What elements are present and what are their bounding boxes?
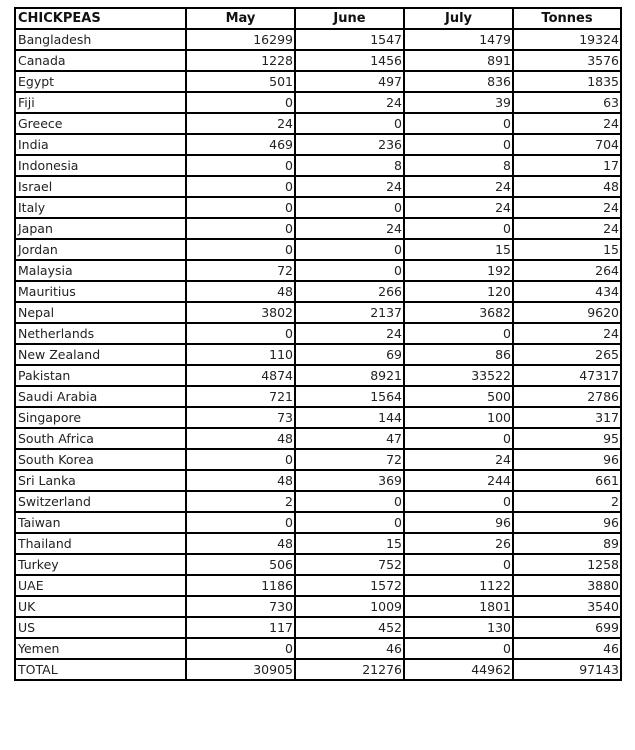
table-row xyxy=(15,533,621,554)
table-row xyxy=(15,134,621,155)
july-cell: 33522 xyxy=(404,365,513,386)
tonnes-cell: 95 xyxy=(513,428,621,449)
june-cell: 1009 xyxy=(295,596,404,617)
may-cell: 48 xyxy=(186,533,295,554)
tonnes-cell: 47317 xyxy=(513,365,621,386)
header-cell-tonnes: Tonnes xyxy=(513,8,621,29)
country-cell: Mauritius xyxy=(15,281,186,302)
country-cell: Switzerland xyxy=(15,491,186,512)
table-row xyxy=(15,323,621,344)
may-cell: 0 xyxy=(186,197,295,218)
tonnes-cell: 1258 xyxy=(513,554,621,575)
total-row xyxy=(15,659,621,680)
table-row xyxy=(15,29,621,50)
may-cell: 1186 xyxy=(186,575,295,596)
tonnes-cell: 97143 xyxy=(513,659,621,680)
may-cell: 72 xyxy=(186,260,295,281)
may-cell: 0 xyxy=(186,92,295,113)
may-cell: 721 xyxy=(186,386,295,407)
june-cell: 266 xyxy=(295,281,404,302)
tonnes-cell: 2786 xyxy=(513,386,621,407)
june-cell: 0 xyxy=(295,512,404,533)
may-cell: 0 xyxy=(186,176,295,197)
july-cell: 15 xyxy=(404,239,513,260)
country-cell: South Africa xyxy=(15,428,186,449)
may-cell: 0 xyxy=(186,323,295,344)
tonnes-cell: 24 xyxy=(513,323,621,344)
country-cell: Egypt xyxy=(15,71,186,92)
table-row xyxy=(15,92,621,113)
may-cell: 73 xyxy=(186,407,295,428)
may-cell: 0 xyxy=(186,239,295,260)
table-row xyxy=(15,50,621,71)
table-row xyxy=(15,470,621,491)
country-cell: Singapore xyxy=(15,407,186,428)
june-cell: 8921 xyxy=(295,365,404,386)
tonnes-cell: 96 xyxy=(513,449,621,470)
table-row xyxy=(15,71,621,92)
july-cell: 0 xyxy=(404,113,513,134)
tonnes-cell: 9620 xyxy=(513,302,621,323)
tonnes-cell: 24 xyxy=(513,197,621,218)
june-cell: 2137 xyxy=(295,302,404,323)
july-cell: 24 xyxy=(404,449,513,470)
country-cell: Nepal xyxy=(15,302,186,323)
july-cell: 3682 xyxy=(404,302,513,323)
country-cell: Greece xyxy=(15,113,186,134)
may-cell: 1228 xyxy=(186,50,295,71)
june-cell: 0 xyxy=(295,113,404,134)
june-cell: 144 xyxy=(295,407,404,428)
tonnes-cell: 96 xyxy=(513,512,621,533)
july-cell: 39 xyxy=(404,92,513,113)
header-cell-may: May xyxy=(186,8,295,29)
tonnes-cell: 661 xyxy=(513,470,621,491)
july-cell: 0 xyxy=(404,554,513,575)
country-cell: Yemen xyxy=(15,638,186,659)
country-cell: India xyxy=(15,134,186,155)
july-cell: 500 xyxy=(404,386,513,407)
june-cell: 1572 xyxy=(295,575,404,596)
may-cell: 2 xyxy=(186,491,295,512)
july-cell: 100 xyxy=(404,407,513,428)
table-row xyxy=(15,575,621,596)
country-cell: Japan xyxy=(15,218,186,239)
may-cell: 48 xyxy=(186,470,295,491)
tonnes-cell: 63 xyxy=(513,92,621,113)
july-cell: 836 xyxy=(404,71,513,92)
may-cell: 730 xyxy=(186,596,295,617)
table-row xyxy=(15,428,621,449)
june-cell: 0 xyxy=(295,491,404,512)
table-row xyxy=(15,302,621,323)
tonnes-cell: 434 xyxy=(513,281,621,302)
country-cell: US xyxy=(15,617,186,638)
country-cell: Netherlands xyxy=(15,323,186,344)
tonnes-cell: 15 xyxy=(513,239,621,260)
header-row xyxy=(15,8,621,29)
tonnes-cell: 24 xyxy=(513,113,621,134)
table-row xyxy=(15,638,621,659)
tonnes-cell: 317 xyxy=(513,407,621,428)
tonnes-cell: 17 xyxy=(513,155,621,176)
table-row xyxy=(15,449,621,470)
july-cell: 130 xyxy=(404,617,513,638)
june-cell: 0 xyxy=(295,197,404,218)
july-cell: 0 xyxy=(404,638,513,659)
table-row xyxy=(15,365,621,386)
june-cell: 1456 xyxy=(295,50,404,71)
table-row xyxy=(15,260,621,281)
tonnes-cell: 46 xyxy=(513,638,621,659)
header-cell-chickpeas: CHICKPEAS xyxy=(15,8,186,29)
tonnes-cell: 2 xyxy=(513,491,621,512)
may-cell: 0 xyxy=(186,512,295,533)
july-cell: 120 xyxy=(404,281,513,302)
tonnes-cell: 24 xyxy=(513,218,621,239)
tonnes-cell: 3576 xyxy=(513,50,621,71)
june-cell: 24 xyxy=(295,323,404,344)
july-cell: 44962 xyxy=(404,659,513,680)
country-cell: Malaysia xyxy=(15,260,186,281)
may-cell: 24 xyxy=(186,113,295,134)
country-cell: Fiji xyxy=(15,92,186,113)
may-cell: 0 xyxy=(186,638,295,659)
tonnes-cell: 699 xyxy=(513,617,621,638)
may-cell: 48 xyxy=(186,281,295,302)
table-row xyxy=(15,596,621,617)
may-cell: 0 xyxy=(186,155,295,176)
header-cell-june: June xyxy=(295,8,404,29)
may-cell: 0 xyxy=(186,218,295,239)
may-cell: 501 xyxy=(186,71,295,92)
july-cell: 0 xyxy=(404,134,513,155)
country-cell: Canada xyxy=(15,50,186,71)
country-cell: UAE xyxy=(15,575,186,596)
july-cell: 86 xyxy=(404,344,513,365)
may-cell: 4874 xyxy=(186,365,295,386)
country-cell: Taiwan xyxy=(15,512,186,533)
june-cell: 369 xyxy=(295,470,404,491)
june-cell: 24 xyxy=(295,218,404,239)
july-cell: 26 xyxy=(404,533,513,554)
country-cell: South Korea xyxy=(15,449,186,470)
country-cell: Indonesia xyxy=(15,155,186,176)
july-cell: 0 xyxy=(404,218,513,239)
country-cell: Jordan xyxy=(15,239,186,260)
july-cell: 192 xyxy=(404,260,513,281)
july-cell: 1801 xyxy=(404,596,513,617)
tonnes-cell: 264 xyxy=(513,260,621,281)
table-row xyxy=(15,407,621,428)
june-cell: 21276 xyxy=(295,659,404,680)
may-cell: 30905 xyxy=(186,659,295,680)
table-row xyxy=(15,176,621,197)
july-cell: 0 xyxy=(404,428,513,449)
july-cell: 96 xyxy=(404,512,513,533)
may-cell: 0 xyxy=(186,449,295,470)
june-cell: 24 xyxy=(295,176,404,197)
table-row xyxy=(15,155,621,176)
june-cell: 452 xyxy=(295,617,404,638)
header-cell-july: July xyxy=(404,8,513,29)
table-row xyxy=(15,554,621,575)
tonnes-cell: 1835 xyxy=(513,71,621,92)
june-cell: 236 xyxy=(295,134,404,155)
june-cell: 1547 xyxy=(295,29,404,50)
june-cell: 46 xyxy=(295,638,404,659)
may-cell: 3802 xyxy=(186,302,295,323)
july-cell: 244 xyxy=(404,470,513,491)
chickpeas-export-table xyxy=(14,7,622,681)
may-cell: 117 xyxy=(186,617,295,638)
country-cell: UK xyxy=(15,596,186,617)
country-cell: Turkey xyxy=(15,554,186,575)
may-cell: 48 xyxy=(186,428,295,449)
may-cell: 110 xyxy=(186,344,295,365)
june-cell: 752 xyxy=(295,554,404,575)
country-cell: Thailand xyxy=(15,533,186,554)
july-cell: 1479 xyxy=(404,29,513,50)
june-cell: 47 xyxy=(295,428,404,449)
tonnes-cell: 704 xyxy=(513,134,621,155)
tonnes-cell: 89 xyxy=(513,533,621,554)
country-cell: TOTAL xyxy=(15,659,186,680)
country-cell: New Zealand xyxy=(15,344,186,365)
country-cell: Italy xyxy=(15,197,186,218)
country-cell: Bangladesh xyxy=(15,29,186,50)
june-cell: 24 xyxy=(295,92,404,113)
country-cell: Sri Lanka xyxy=(15,470,186,491)
tonnes-cell: 265 xyxy=(513,344,621,365)
july-cell: 1122 xyxy=(404,575,513,596)
tonnes-cell: 3880 xyxy=(513,575,621,596)
june-cell: 497 xyxy=(295,71,404,92)
table-row xyxy=(15,617,621,638)
may-cell: 506 xyxy=(186,554,295,575)
tonnes-cell: 3540 xyxy=(513,596,621,617)
july-cell: 0 xyxy=(404,323,513,344)
may-cell: 16299 xyxy=(186,29,295,50)
table-body xyxy=(15,29,621,680)
table-row xyxy=(15,386,621,407)
june-cell: 8 xyxy=(295,155,404,176)
tonnes-cell: 19324 xyxy=(513,29,621,50)
table-row xyxy=(15,218,621,239)
table-row xyxy=(15,239,621,260)
june-cell: 15 xyxy=(295,533,404,554)
june-cell: 1564 xyxy=(295,386,404,407)
tonnes-cell: 48 xyxy=(513,176,621,197)
june-cell: 0 xyxy=(295,260,404,281)
july-cell: 24 xyxy=(404,176,513,197)
june-cell: 69 xyxy=(295,344,404,365)
july-cell: 0 xyxy=(404,491,513,512)
table-row xyxy=(15,344,621,365)
july-cell: 8 xyxy=(404,155,513,176)
country-cell: Saudi Arabia xyxy=(15,386,186,407)
june-cell: 0 xyxy=(295,239,404,260)
june-cell: 72 xyxy=(295,449,404,470)
table-row xyxy=(15,491,621,512)
country-cell: Pakistan xyxy=(15,365,186,386)
july-cell: 891 xyxy=(404,50,513,71)
july-cell: 24 xyxy=(404,197,513,218)
table-row xyxy=(15,281,621,302)
may-cell: 469 xyxy=(186,134,295,155)
country-cell: Israel xyxy=(15,176,186,197)
table-row xyxy=(15,197,621,218)
table-row xyxy=(15,113,621,134)
table-row xyxy=(15,512,621,533)
